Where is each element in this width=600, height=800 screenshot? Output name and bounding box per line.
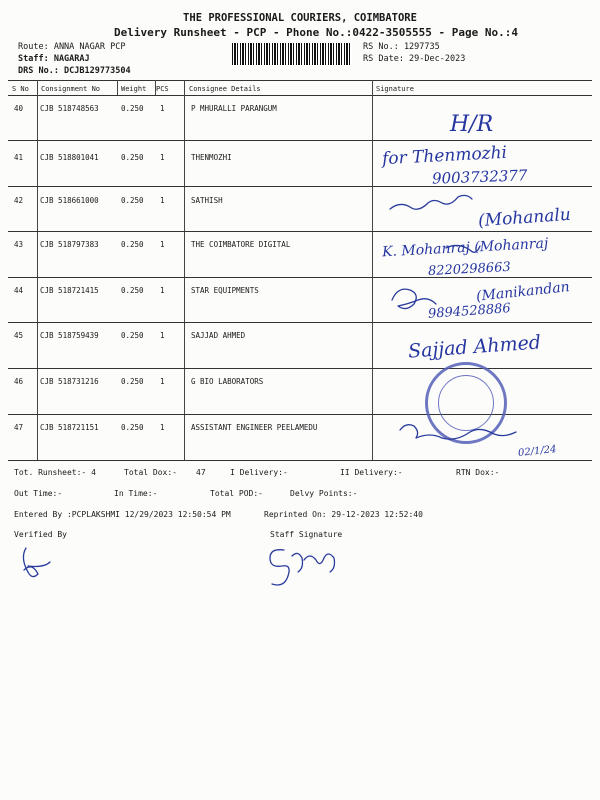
verified-by-signature [23, 548, 50, 577]
signature-row-43: K. Mohanraj (Mohanraj [381, 235, 549, 261]
row-consignment: CJB 518801041 [40, 153, 99, 162]
scribble-row-44 [392, 289, 436, 308]
row-pcs: 1 [160, 104, 165, 113]
row-consignment: CJB 518661000 [40, 196, 99, 205]
footer-total-pod: Total POD:- [210, 489, 263, 498]
footer-tot-runsheet: Tot. Runsheet:- 4 [14, 468, 96, 477]
scribble-row-42 [390, 195, 472, 209]
row-weight: 0.250 [121, 331, 144, 340]
scribble-row-43 [446, 245, 480, 252]
row-consignment: CJB 518748563 [40, 104, 99, 113]
signature-row-43-phone: 8220298663 [427, 259, 512, 280]
row-consignee: THENMOZHI [191, 153, 232, 162]
signature-row-45: Sajjad Ahmed [407, 331, 542, 363]
footer-rtn-dox: RTN Dox:- [456, 468, 500, 477]
row-pcs: 1 [160, 377, 165, 386]
col-header-sno: S No [12, 85, 29, 93]
row-weight: 0.250 [121, 377, 144, 386]
row-consignee: SAJJAD AHMED [191, 331, 246, 340]
rs-date-label: RS Date: 29-Dec-2023 [363, 54, 466, 64]
row-consignment: CJB 518721151 [40, 423, 99, 432]
row-consignee: STAR EQUIPMENTS [191, 286, 259, 295]
signature-row-44: (Manikandan [475, 279, 571, 305]
col-header-signature: Signature [376, 85, 414, 93]
footer-ii-delivery: II Delivery:- [340, 468, 403, 477]
row-pcs: 1 [160, 240, 165, 249]
footer-out-time: Out Time:- [14, 489, 63, 498]
row-consignee: ASSISTANT ENGINEER PEELAMEDU [191, 423, 318, 432]
runsheet-subtitle: Delivery Runsheet - PCP - Phone No.:0422-3505555 - Page No.:4 [114, 26, 518, 39]
row-pcs: 1 [160, 286, 165, 295]
footer-total-dox-value: 47 [196, 468, 206, 477]
col-header-weight: Weight [121, 85, 147, 93]
row-consignment: CJB 518759439 [40, 331, 99, 340]
signature-row-44-phone: 9894528886 [427, 301, 512, 322]
row-pcs: 1 [160, 196, 165, 205]
signature-row-41: for Thenmozhi [381, 142, 508, 170]
col-header-consignment: Consignment No [41, 85, 101, 93]
signature-row-47: 02/1/24 [517, 444, 558, 459]
staff-signature-label: Staff Signature [270, 530, 343, 539]
row-sno: 42 [14, 196, 24, 205]
row-sno: 43 [14, 240, 24, 249]
row-weight: 0.250 [121, 286, 144, 295]
row-sno: 47 [14, 423, 24, 432]
footer-in-time: In Time:- [114, 489, 158, 498]
row-weight: 0.250 [121, 153, 144, 162]
signature-row-42: (Mohanalu [477, 204, 572, 232]
row-sno: 45 [14, 331, 24, 340]
footer-entered-by: Entered By :PCPLAKSHMI 12/29/2023 12:50:54 PM [14, 510, 231, 519]
signature-row-41-phone: 9003732377 [431, 166, 528, 188]
col-header-pcs: PCS [156, 85, 169, 93]
row-consignment: CJB 518721415 [40, 286, 99, 295]
row-consignee: G BIO LABORATORS [191, 377, 264, 386]
drs-label: DRS No.: DCJB129773504 [18, 66, 131, 76]
rs-no-label: RS No.: 1297735 [363, 42, 440, 52]
footer-reprinted-on: Reprinted On: 29-12-2023 12:52:40 [264, 510, 423, 519]
signature-row-40: H/R [450, 112, 494, 137]
row-consignment: CJB 518797383 [40, 240, 99, 249]
staff-signature [270, 550, 335, 585]
row-pcs: 1 [160, 331, 165, 340]
row-consignment: CJB 518731216 [40, 377, 99, 386]
row-sno: 40 [14, 104, 24, 113]
row-pcs: 1 [160, 153, 165, 162]
col-header-consignee: Consignee Details [189, 85, 261, 93]
verified-by-label: Verified By [14, 530, 67, 539]
row-pcs: 1 [160, 423, 165, 432]
company-title: THE PROFESSIONAL COURIERS, COIMBATORE [183, 12, 417, 24]
row-weight: 0.250 [121, 196, 144, 205]
footer-i-delivery: I Delivery:- [230, 468, 288, 477]
footer-total-dox: Total Dox:- [124, 468, 177, 477]
row-sno: 41 [14, 153, 24, 162]
footer-delvy-points: Delvy Points:- [290, 489, 358, 498]
route-label: Route: ANNA NAGAR PCP [18, 42, 126, 52]
row-consignee: THE COIMBATORE DIGITAL [191, 240, 291, 249]
scribble-row-47 [400, 425, 516, 439]
row-weight: 0.250 [121, 240, 144, 249]
row-consignee: SATHISH [191, 196, 223, 205]
row-consignee: P MHURALLI PARANGUM [191, 104, 277, 113]
staff-label: Staff: NAGARAJ [18, 54, 90, 64]
row-sno: 44 [14, 286, 24, 295]
row-weight: 0.250 [121, 104, 144, 113]
row-sno: 46 [14, 377, 24, 386]
row-weight: 0.250 [121, 423, 144, 432]
